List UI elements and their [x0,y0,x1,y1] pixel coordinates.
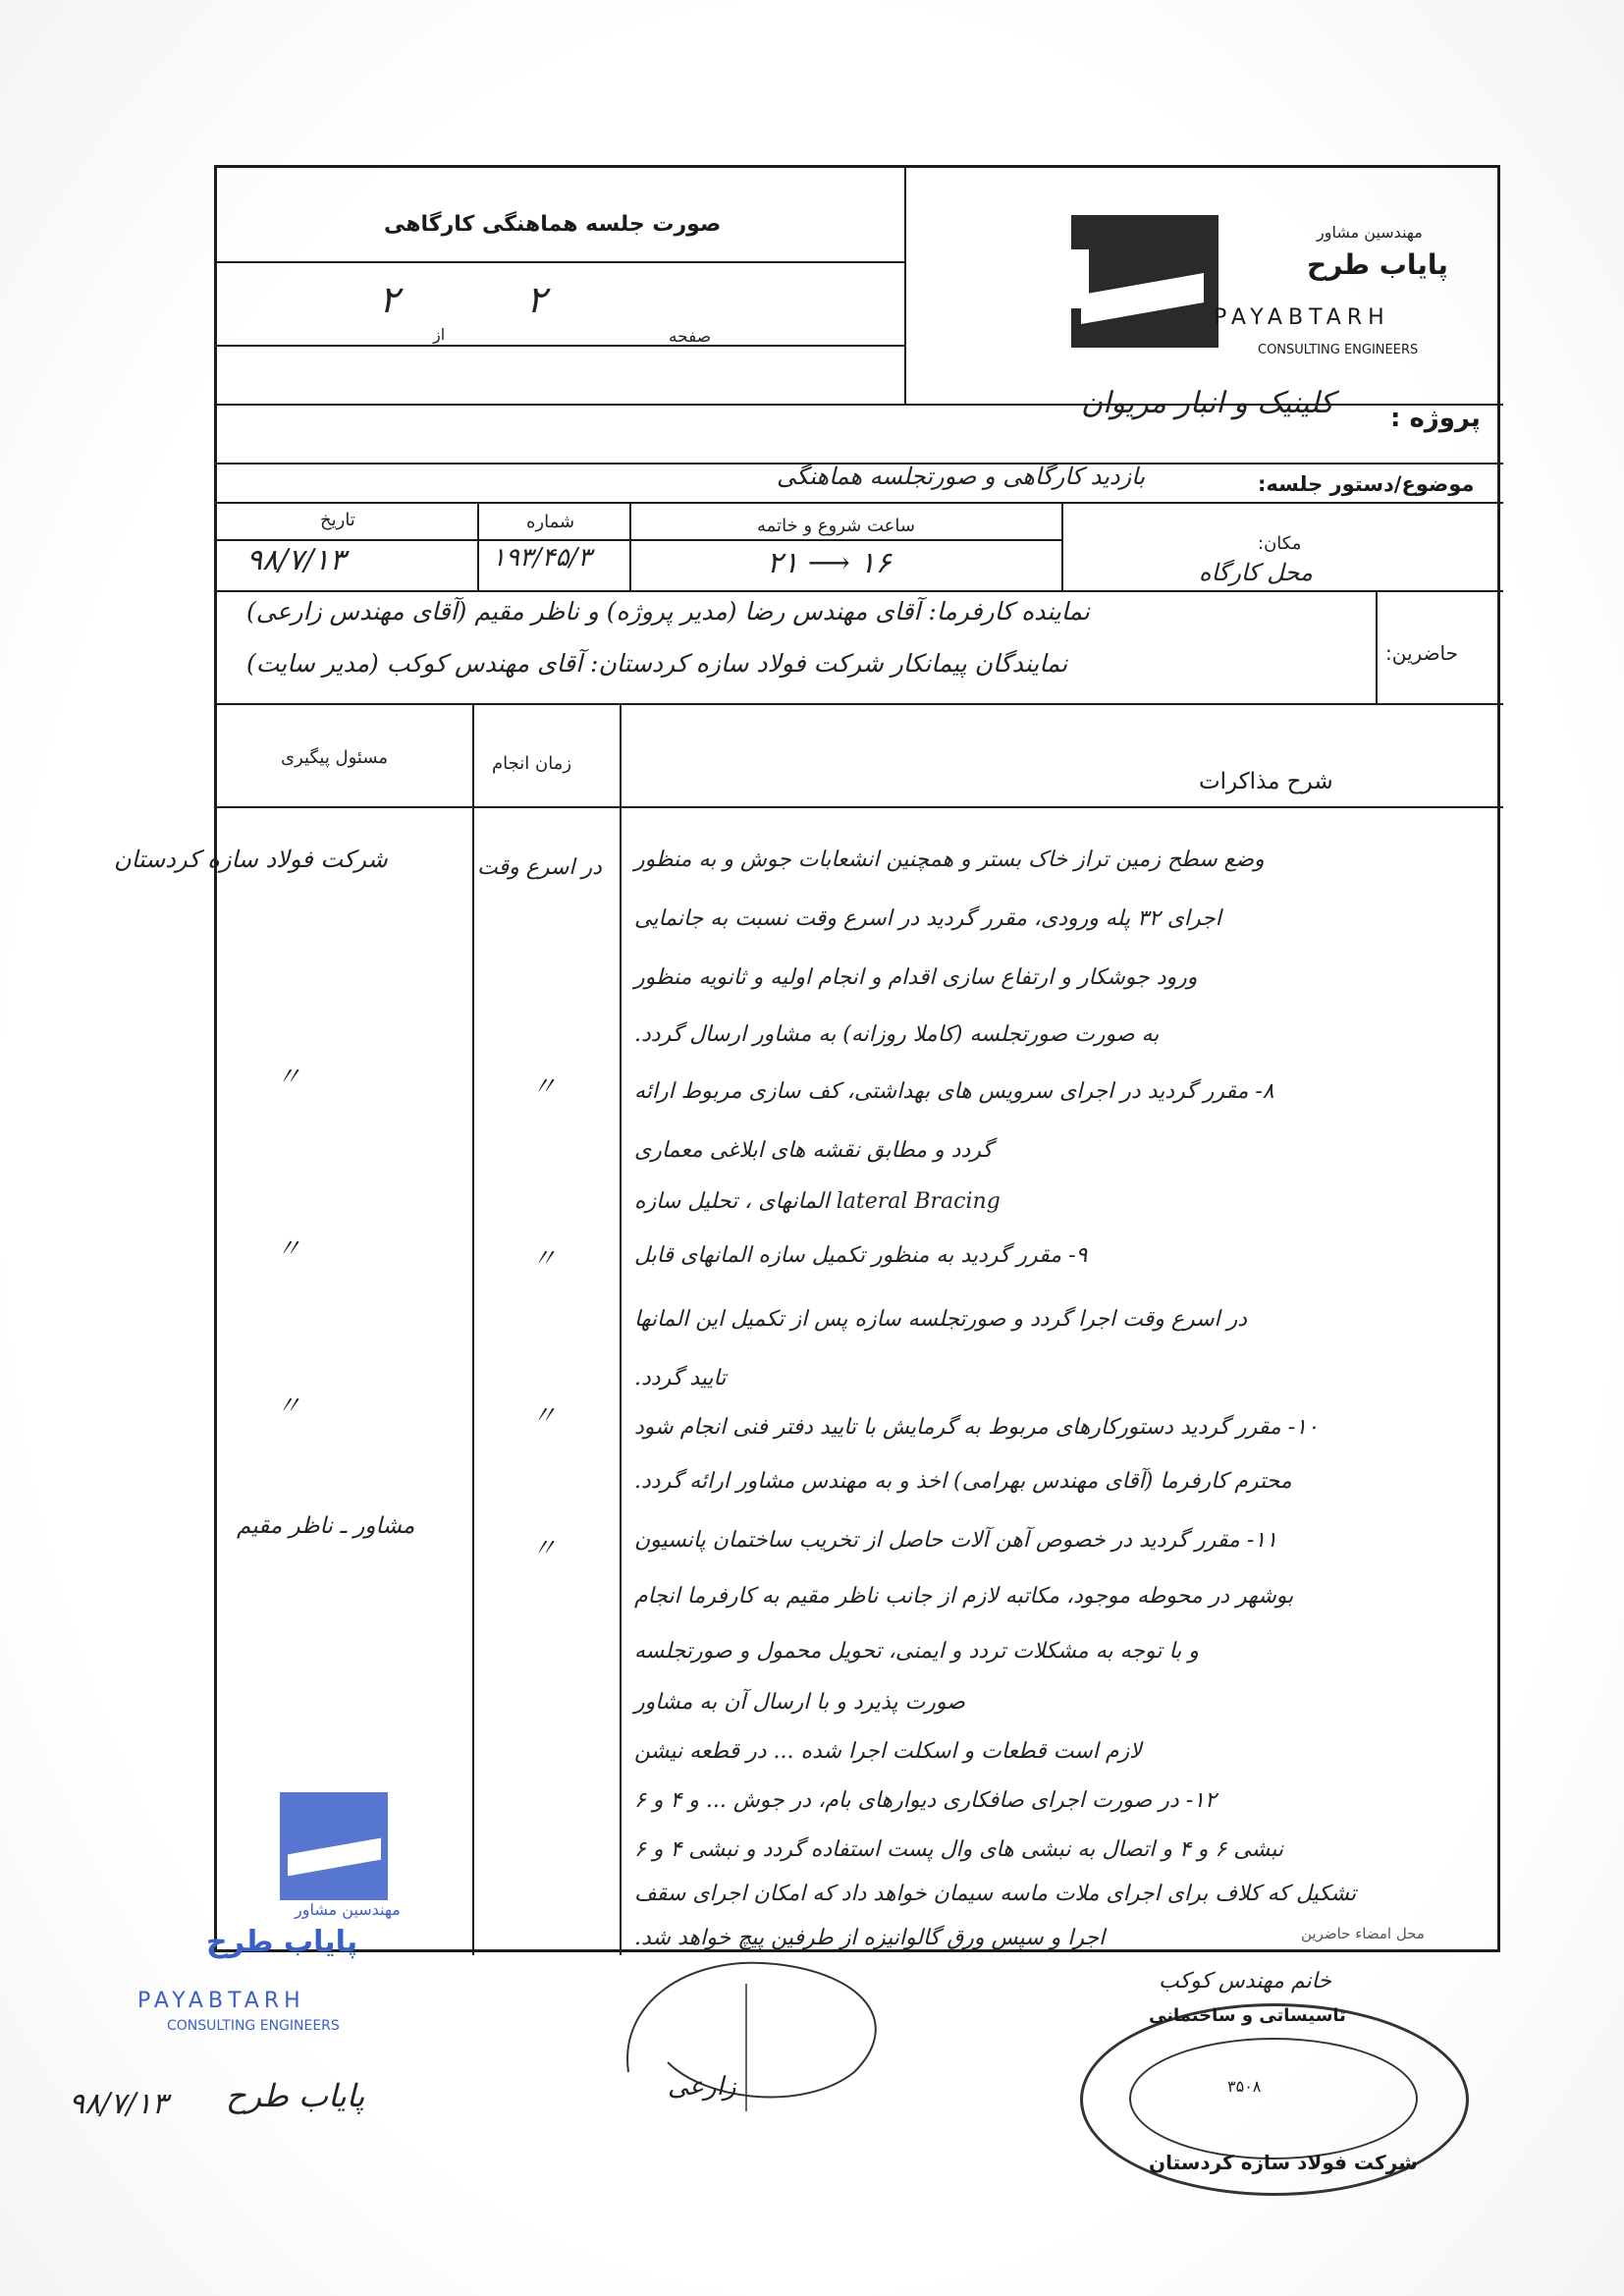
row-deadline: در اسرع وقت [477,855,602,880]
row-text: اجرا و سپس ورق گالوانیزه از طرفین پیچ خواهد شد. [634,1926,1106,1950]
minutes-form [114,165,1500,1952]
page-divider [217,345,904,347]
row-text: اجرای ۳۲ پله ورودی، مقرر گردید در اسرع وقت نسبت به جانمایی [634,906,1221,931]
row-text: lateral Bracing المانهای ، تحلیل سازه [634,1189,1001,1214]
consultant-stamp-en: PAYABTARH [137,1989,305,2013]
consultant-stamp [280,1792,388,1900]
title-divider [217,261,904,263]
place-label: مکان: [1258,533,1302,554]
page-current: ۲ [526,278,547,321]
row-text: ۱۱- مقرر گردید در خصوص آهن آلات حاصل از تخریب ساختمان پانسیون [634,1528,1277,1553]
col-minutes-header: شرح مذاکرات [1199,769,1333,794]
row-text: وضع سطح زمین تراز خاک بستر و همچنین انشعابات جوش و به منظور [634,847,1265,872]
col-divider-2 [620,703,622,1955]
row-text: ۱۰- مقرر گردید دستورکارهای مربوط به گرمایش با تایید دفتر فنی انجام شود [634,1415,1319,1440]
signature-kokab: خانم مهندس کوکب [1159,1969,1331,1994]
agenda-label: موضوع/دستور جلسه: [1258,472,1475,496]
meta-divider-2 [629,502,631,590]
number-label: شماره [526,512,575,532]
time-value: ۱۶ ⟶ ۲۱ [767,546,892,580]
attendees-line-2: نمایندگان پیمانکار شرکت فولاد سازه کردستان: آقای مهندس کوکب (مدیر سایت) [246,649,1068,678]
signature-scribble [609,1925,923,2121]
contractor-stamp-number: ۳۵۰۸ [1227,2077,1262,2096]
consultant-date: ۹۸/۷/۱۳ [69,2087,168,2121]
contractor-stamp-inner [1129,2038,1418,2159]
row-text: ۸- مقرر گردید در اجرای سرویس های بهداشتی، کف سازی مربوط ارائه [634,1079,1274,1104]
row-responsible: 〃 [276,1063,302,1092]
row-text: بوشهر در محوطه موجود، مکاتبه لازم از جانب ناظر مقیم به کارفرما انجام [634,1584,1294,1609]
row-text: به صورت صورتجلسه (کاملا روزانه) به مشاور ارسال گردد. [634,1022,1160,1047]
row-text: در اسرع وقت اجرا گردد و صورتجلسه سازه پس از تکمیل این المانها [634,1307,1248,1332]
number-value: ۱۹۳/۴۵/۳ [492,543,592,573]
agenda-value: بازدید کارگاهی و صورتجلسه هماهنگی [777,463,1146,490]
company-fa-top: مهندسین مشاور [1317,223,1423,242]
row-responsible: 〃 [276,1234,302,1264]
row-responsible: مشاور ـ ناظر مقیم [237,1513,415,1539]
row-text: نبشی ۶ و ۴ و اتصال به نبشی های وال پست استفاده گردد و نبشی ۴ و ۶ [634,1837,1283,1862]
agenda-row-line [217,502,1503,504]
attendees-divider [1376,590,1378,703]
col-responsible-header: مسئول پیگیری [281,747,389,768]
contractor-stamp-sub: تاسیساتی و ساختمانی [1149,2005,1346,2026]
date-label: تاریخ [320,510,355,530]
of-label: از [433,325,446,344]
row-text: و با توجه به مشکلات تردد و ایمنی، تحویل محمول و صورتجلسه [634,1639,1199,1664]
consultant-stamp-name: پایاب طرح [206,1925,358,1959]
date-value: ۹۸/۷/۱۳ [246,543,346,577]
attendees-row-line [217,703,1503,705]
row-text: گردد و مطابق نقشه های ابلاغی معماری [634,1138,993,1163]
row-deadline: 〃 [531,1401,558,1431]
row-text: تشکیل که کلاف برای اجرای ملات ماسه سیمان خواهد داد که امکان اجرای سقف [634,1882,1357,1906]
row-responsible: شرکت فولاد سازه کردستان [114,846,388,873]
attendees-label: حاضرین: [1385,641,1459,665]
row-responsible: 〃 [276,1392,302,1421]
column-header-line [217,806,1503,808]
payabtarh-logo [1071,215,1218,348]
consultant-signature: پایاب طرح [226,2077,365,2114]
row-deadline: 〃 [531,1534,558,1563]
project-value: کلینیک و انبار مریوان [1081,386,1334,420]
row-deadline: 〃 [531,1244,558,1274]
col-deadline-header: زمان انجام [492,753,572,774]
place-value: محل کارگاه [1199,559,1313,586]
meta-divider-1 [477,502,479,590]
contractor-stamp-name: شرکت فولاد سازه کردستان [1149,2151,1418,2174]
meta-divider-3 [1061,502,1063,590]
consultant-stamp-top: مهندسین مشاور [295,1900,401,1919]
company-en-name: PAYABTARH [1214,305,1390,330]
row-text: محترم کارفرما (آقای مهندس بهرامی) اخذ و به مهندس مشاور ارائه گردد. [634,1469,1292,1494]
page-total: ۲ [379,278,400,321]
project-label: پروژه : [1390,404,1481,433]
row-deadline: 〃 [531,1072,558,1102]
meta-row-line [217,590,1503,592]
row-text: ۹- مقرر گردید به منظور تکمیل سازه المانهای قابل [634,1243,1088,1268]
row-text: لازم است قطعات و اسکلت اجرا شده ... در قطعه نیشن [634,1739,1142,1764]
time-label: ساعت شروع و خاتمه [757,516,915,536]
form-title: صورت جلسه هماهنگی کارگاهی [384,212,722,237]
signature-zarei: زارعی [668,2072,736,2102]
signatures-label: محل امضاء حاضرین [1301,1925,1425,1942]
company-fa-name: پایاب طرح [1307,248,1448,281]
attendees-line-1: نماینده کارفرما: آقای مهندس رضا (مدیر پروژه) و ناظر مقیم (آقای مهندس زارعی) [246,597,1090,626]
row-text: ورود جوشکار و ارتفاع سازی اقدام و انجام اولیه و ثانویه منظور [634,965,1198,990]
company-en-sub: CONSULTING ENGINEERS [1258,343,1419,357]
col-divider-1 [472,703,474,1955]
page-label: صفحه [669,327,712,347]
row-text: ۱۲- در صورت اجرای صافکاری دیوارهای بام، در جوش ... و ۴ و ۶ [634,1788,1217,1813]
meta-label-line [217,539,1061,541]
header-divider [904,168,906,404]
row-text: تایید گردد. [634,1366,727,1391]
row-text: صورت پذیرد و با ارسال آن به مشاور [634,1690,965,1715]
consultant-stamp-en-sub: CONSULTING ENGINEERS [167,2018,340,2034]
